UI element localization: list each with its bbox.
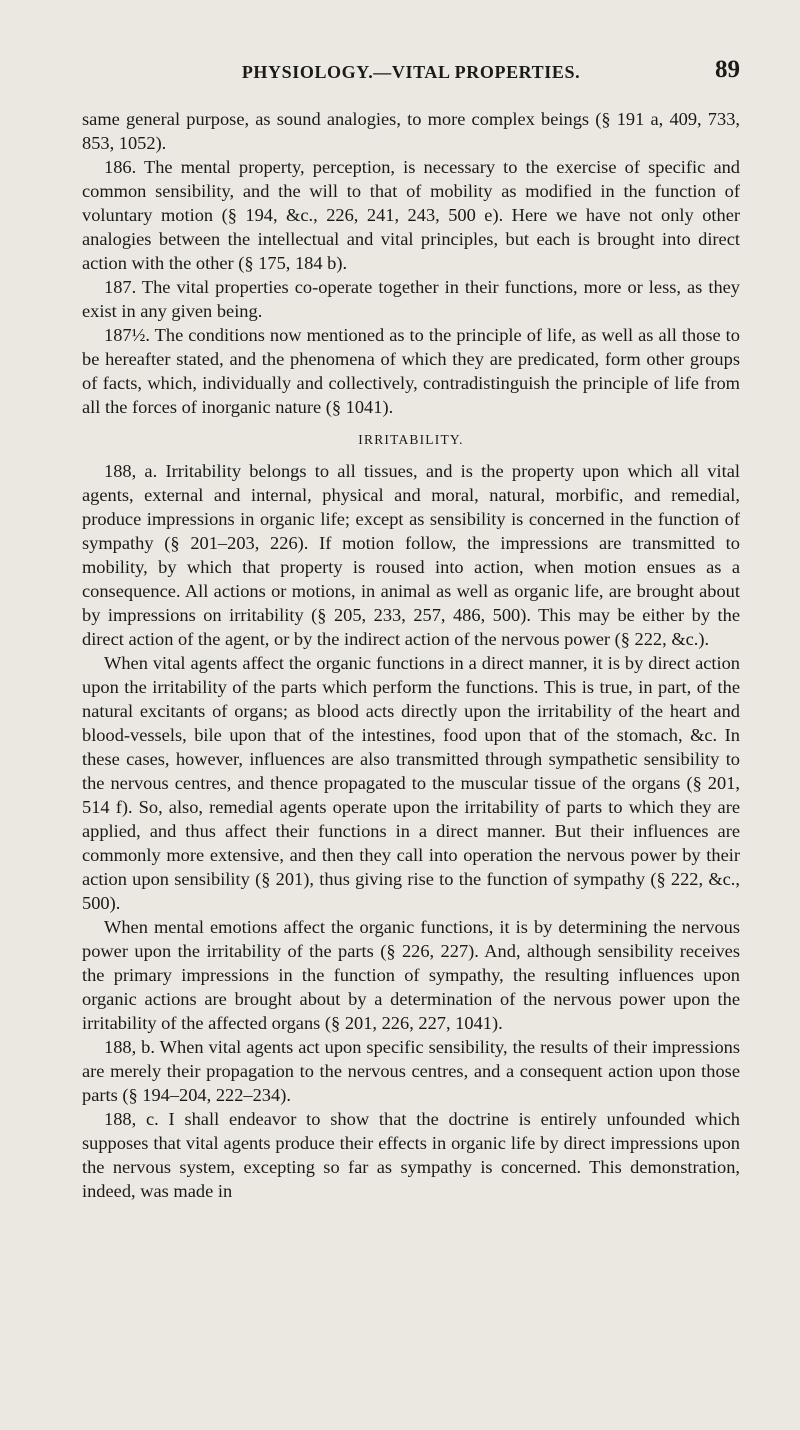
paragraph-187-half: 187½. The conditions now mentioned as to the principle of life, as well as all those to be hereafter stated, and the phenomena of which they are predicated, form other groups of facts, which, individually and collectively, contradistinguish the principle of life from all the forces of inorganic nature (§ 1041). <box>82 325 740 417</box>
paragraph-mental-emotions: When mental emotions affect the organic functions, it is by determining the nervous power upon the irritability of the parts (§ 226, 227). And, although sensibility receives the primary impressions in the function of sympathy, the resulting influences upon organic actions are brought about by a determination of the nervous power upon the irritability of the affected organs (§ 201, 226, 227, 1041). <box>82 917 740 1033</box>
paragraph-direct-manner: When vital agents affect the organic functions in a direct manner, it is by direct action upon the irritability of the parts which perform the functions. This is true, in part, of the natural excitants of organs; as blood acts directly upon the irritability of the heart and blood-vessels, bile upon that of the intestines, food upon that of the stomach, &c. In these cases, however, influences are also transmitted through sympathetic sensibility to the nervous centres, and thence propagated to the muscular tissue of the organs (§ 201, 514 f). So, also, remedial agents operate upon the irritability of parts to which they are applied, and thus affect their functions in a direct manner. But their influences are commonly more extensive, and then they call into operation the nervous power by their action upon sensibility (§ 201), thus giving rise to the function of sympathy (§ 222, &c., 500). <box>82 653 740 913</box>
paragraph-186: 186. The mental property, perception, is necessary to the exercise of specific and common sensibility, and the will to that of mobility as modified in the function of voluntary motion (§ 194, &c., 226, 241, 243, 500 e). Here we have not only other analogies between the intellectual and vital principles, but each is brought into direct action with the other (§ 175, 184 b). <box>82 157 740 273</box>
paragraph-188b: 188, b. When vital agents act upon specific sensibility, the results of their impressions are merely their propagation to the nervous centres, and a consequent action upon those parts (§ 194–204, 222–234). <box>82 1037 740 1105</box>
running-title: PHYSIOLOGY.—VITAL PROPERTIES. <box>241 62 581 82</box>
running-head <box>82 56 740 90</box>
page-number: 89 <box>715 56 740 83</box>
section-heading: IRRITABILITY. <box>358 432 464 447</box>
paragraph-188a: 188, a. Irritability belongs to all tissues, and is the property upon which all vital agents, external and internal, physical and moral, natural, morbific, and remedial, produce impressions in organic life; except as sensibility is concerned in the function of sympathy (§ 201–203, 226). If motion follow, the impressions are transmitted to mobility, by which that property is roused into action, when motion ensues as a consequence. All actions or motions, in animal as well as organic life, are brought about by impressions on irritability (§ 205, 233, 257, 486, 500). This may be either by the direct action of the agent, or by the indirect action of the nervous power (§ 222, &c.). <box>82 461 740 649</box>
paragraph-188c: 188, c. I shall endeavor to show that the doctrine is entirely unfounded which supposes that vital agents produce their effects in organic life by direct impressions upon the nervous system, excepting so far as sympathy is concerned. This demonstration, indeed, was made in <box>82 1109 740 1201</box>
paragraph-187: 187. The vital properties co-operate together in their functions, more or less, as they exist in any given being. <box>82 277 740 321</box>
paragraph-continuation: same general purpose, as sound analogies, to more complex beings (§ 191 a, 409, 733, 853, 1052). <box>82 109 740 153</box>
body-text <box>82 107 740 1203</box>
